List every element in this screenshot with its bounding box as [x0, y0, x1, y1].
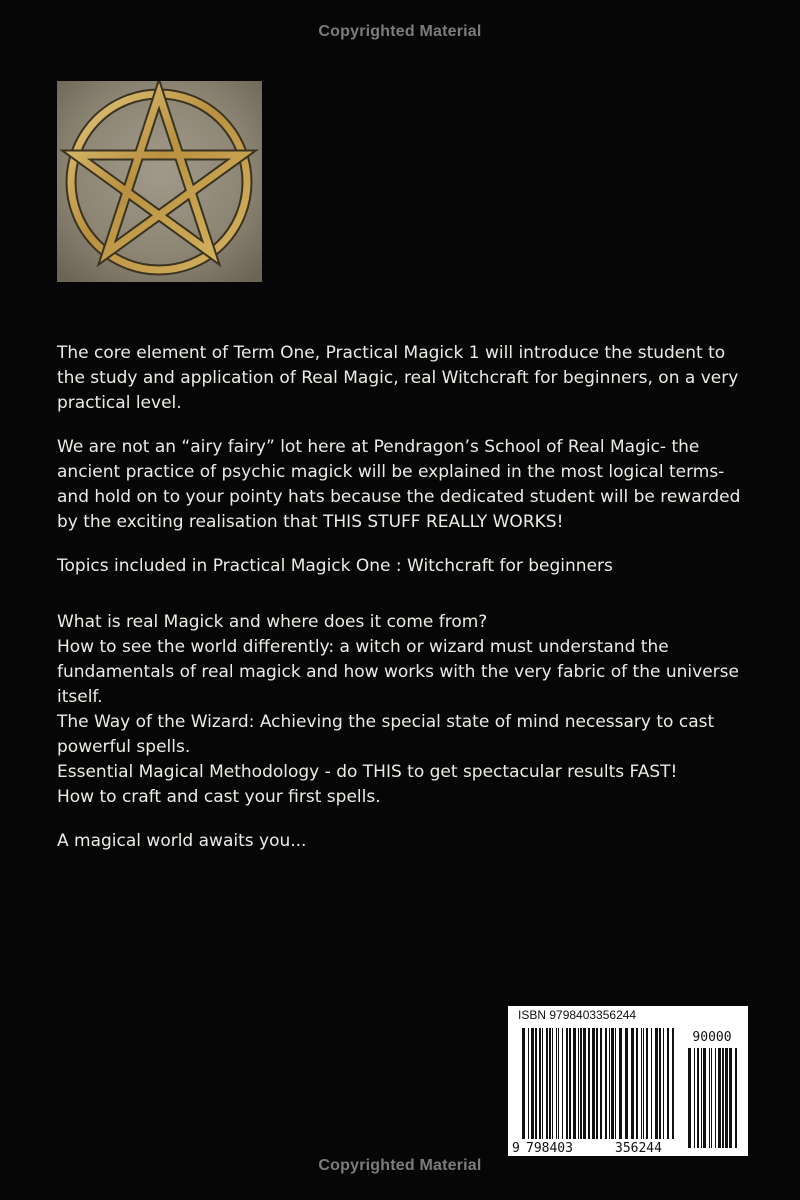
topics-heading: Topics included in Practical Magick One : Witchcraft for beginners — [57, 556, 613, 576]
isbn-barcode — [508, 1006, 748, 1156]
barcode-digits-right: 356244 — [615, 1141, 662, 1156]
barcode-digits — [508, 1141, 708, 1156]
barcode-digits-left: 798403 — [526, 1141, 573, 1156]
school-paragraph: We are not an “airy fairy” lot here at Pendragon’s School of Real Magic- the ancient practice of psychic magick will be explained in the most logical terms- and hold on to your pointy hats because the dedicated student will be rewarded by the exciting realisation that THIS STUFF REALLY WORKS! — [57, 437, 741, 532]
copyright-watermark-bottom: Copyrighted Material — [318, 1157, 482, 1174]
pentacle-icon — [57, 81, 262, 282]
topic-item: How to craft and cast your first spells. — [57, 787, 381, 807]
closing-line: A magical world awaits you... — [57, 831, 307, 851]
barcode-bars — [508, 1006, 748, 1156]
topics-list — [57, 610, 757, 810]
barcode-addon-price: 90000 — [692, 1030, 732, 1045]
topic-item: The Way of the Wizard: Achieving the special state of mind necessary to cast powerful spells. — [57, 712, 715, 757]
back-cover-description — [57, 341, 757, 873]
copyright-watermark-top: Copyrighted Material — [318, 23, 482, 40]
topic-item: How to see the world differently: a witch or wizard must understand the fundamentals of real magick and how works with the very fabric of the universe itself. — [57, 637, 739, 707]
barcode-digit-first: 9 — [512, 1141, 520, 1156]
isbn-label: ISBN 9798403356244 — [518, 1008, 637, 1022]
topic-item: Essential Magical Methodology - do THIS to get spectacular results FAST! — [57, 762, 678, 782]
topic-item: What is real Magick and where does it come from? — [57, 612, 488, 632]
intro-paragraph: The core element of Term One, Practical Magick 1 will introduce the student to the study and application of Real Magic, real Witchcraft for beginners, on a very practical level. — [57, 343, 739, 413]
